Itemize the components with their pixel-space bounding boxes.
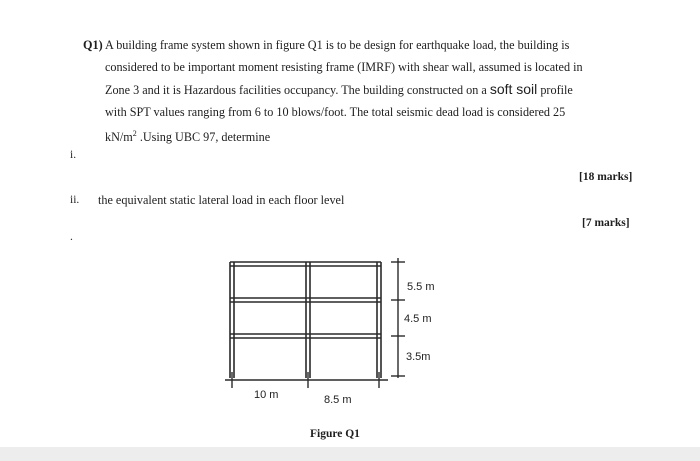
storey-height-top: 5.5 m [407, 281, 435, 293]
question-line-4: with SPT values ranging from 6 to 10 blows/foot. The total seismic dead load is considered 25 [105, 105, 566, 119]
bottom-edge-shading [0, 447, 700, 461]
storey-height-bottom: 3.5m [406, 351, 431, 363]
vertical-dimension [391, 258, 405, 378]
bay-width-left: 10 m [254, 389, 279, 401]
figure-caption: Figure Q1 [310, 428, 360, 440]
question-text-3b: profile [537, 83, 573, 97]
question-text-5: .Using UBC 97, determine [136, 130, 271, 145]
question-line-2: considered to be important moment resisting frame (IMRF) with shear wall, assumed is located in [105, 60, 583, 74]
unit-text: kN/m [105, 130, 133, 145]
part-ii-marks: [7 marks] [582, 217, 630, 229]
bullet-dot: . [70, 231, 73, 243]
frame-members [230, 262, 381, 378]
question-number: Q1) [83, 38, 103, 52]
part-ii-text: the equivalent static lateral load in each floor level [98, 193, 345, 207]
question-text-3a: Zone 3 and it is Hazardous facilities occupancy. The building constructed on a [105, 83, 490, 97]
storey-height-middle: 4.5 m [404, 313, 432, 325]
part-i-label: i. [70, 149, 77, 161]
unit-exponent: 2 [132, 129, 137, 138]
question-text-1: A building frame system shown in figure Q1 is to be design for earthquake load, the building is [105, 38, 570, 52]
bay-width-right: 8.5 m [324, 394, 352, 406]
part-i-marks: [18 marks] [579, 171, 633, 183]
soft-soil-text: soft soil [489, 81, 538, 97]
part-ii-label: ii. [70, 194, 80, 206]
